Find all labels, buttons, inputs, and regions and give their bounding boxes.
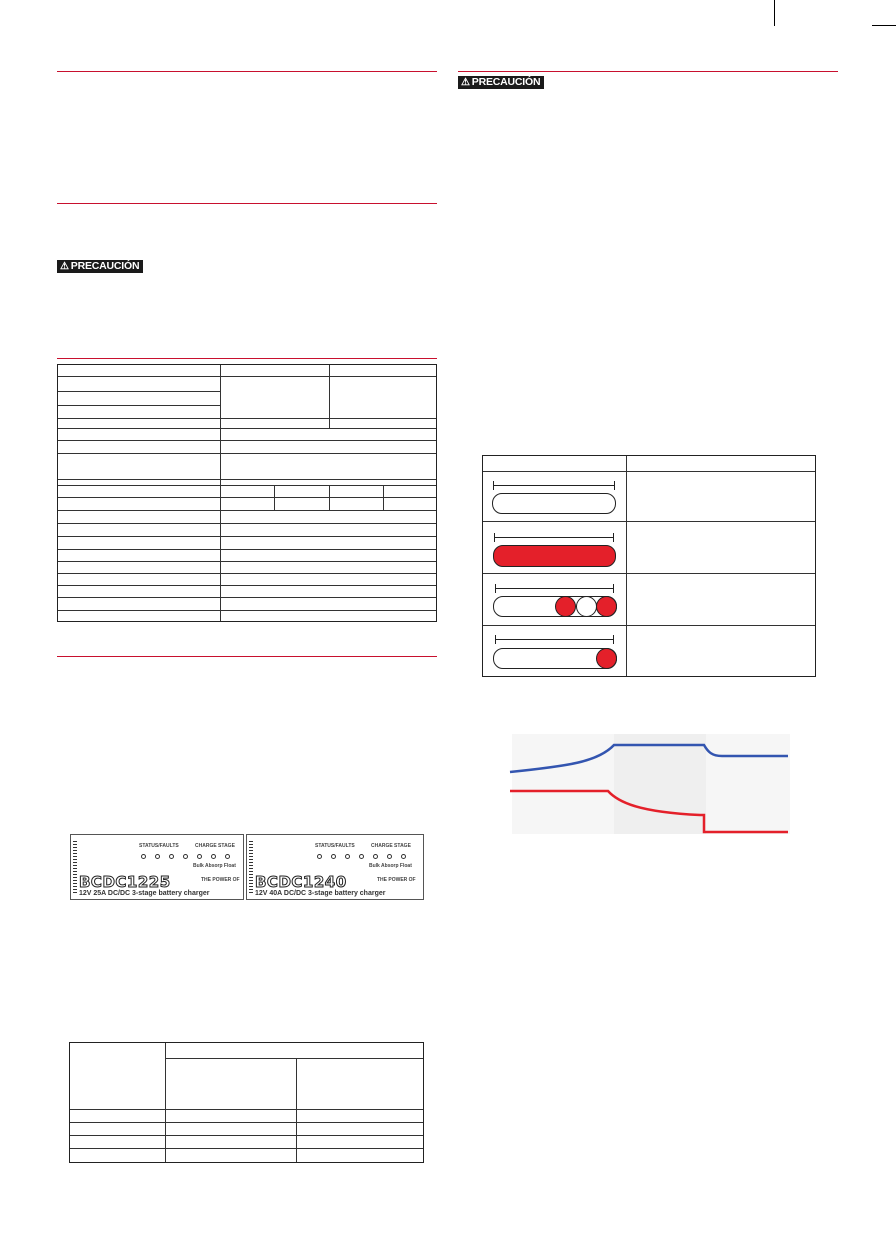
model-name: BCDC1240	[255, 873, 347, 891]
led-scale	[494, 537, 614, 538]
caution-badge	[458, 76, 544, 89]
charge-stage-labels: Bulk Absorp Float	[193, 863, 236, 869]
section-rule	[57, 358, 437, 359]
label-strip-bcdc1240	[246, 834, 424, 900]
led-scale	[495, 639, 614, 640]
section-rule	[57, 71, 437, 72]
crop-mark-top	[774, 0, 775, 26]
stage-bulk-bg	[512, 734, 614, 834]
section-rule	[57, 203, 437, 204]
model-name: BCDC1225	[79, 873, 171, 891]
charge-stage-heading: CHARGE STAGE	[195, 843, 235, 849]
status-faults-heading: STATUS/FAULTS	[315, 843, 355, 849]
led-scale	[495, 588, 614, 589]
section-rule	[458, 71, 838, 72]
charge-curve-diagram	[508, 732, 792, 836]
label-strip-bcdc1225	[70, 834, 244, 900]
model-subtitle: 12V 40A DC/DC 3-stage battery charger	[255, 890, 386, 897]
led-dot-off	[576, 596, 597, 617]
brand-line: THE POWER OF	[377, 877, 416, 883]
caution-badge	[57, 260, 143, 273]
led-dot-red	[596, 596, 617, 617]
warning-icon: ⚠	[461, 77, 470, 88]
brand-line: THE POWER OF	[201, 877, 240, 883]
caution-label: PRECAUCIÓN	[70, 260, 140, 272]
led-dot-red	[555, 596, 576, 617]
caution-label: PRECAUCIÓN	[471, 76, 541, 88]
led-bar-on	[493, 545, 616, 567]
model-subtitle: 12V 25A DC/DC 3-stage battery charger	[79, 890, 210, 897]
stage-float-bg	[706, 734, 790, 834]
charge-stage-labels: Bulk Absorp Float	[369, 863, 412, 869]
led-scale	[493, 485, 615, 486]
warning-icon: ⚠	[60, 261, 69, 272]
charge-stage-heading: CHARGE STAGE	[371, 843, 411, 849]
led-dot-red	[596, 648, 617, 669]
crop-mark-right	[872, 25, 896, 26]
spec-table	[57, 364, 437, 622]
led-bar-off	[492, 493, 616, 514]
bottom-table	[69, 1042, 424, 1163]
section-rule	[57, 656, 437, 657]
stage-absorption-bg	[614, 734, 706, 834]
status-faults-heading: STATUS/FAULTS	[139, 843, 179, 849]
